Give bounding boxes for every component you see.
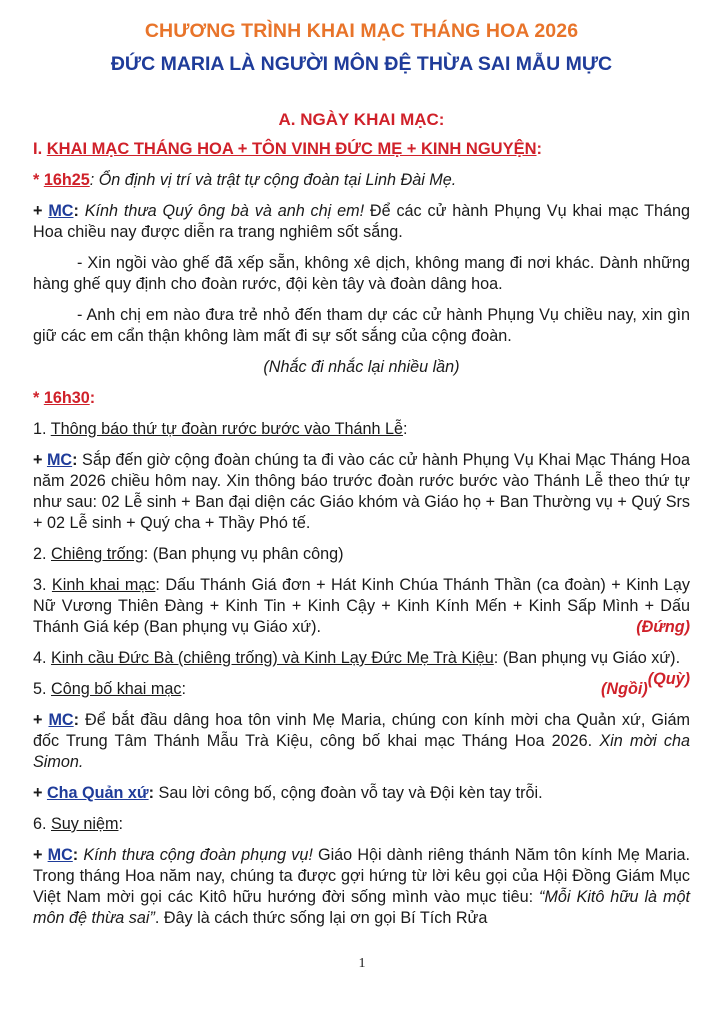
item-4: 4. Kinh cầu Đức Bà (chiêng trống) và Kinh Lạy Đức Mẹ Trà Kiệu: (Ban phụng vụ Giáo xứ). (Quỳ): [33, 649, 690, 688]
pastor-label: Cha Quản xứ: [46, 784, 149, 802]
time-1625: 16h25: [43, 171, 90, 189]
note-children: - Anh chị em nào đưa trẻ nhỏ đến tham dự các cử hành Phụng Vụ chiều nay, xin gìn giữ các em cẩn thận không làm mất đi sự sốt sắng của cộng đoàn.: [33, 306, 690, 345]
mc-paragraph-4: + MC: Kính thưa cộng đoàn phụng vụ! Giáo Hội dành riêng thánh Năm tôn kính Mẹ Maria. Trong tháng Hoa năm nay, chúng ta được gợi hứng từ lời kêu gọi của Hội Đồng Giám Mục Việt Nam mời gọi các Kitô hữu hướng đời sống mình vào mục tiêu: “Mỗi Kitô hữu là một môn đệ thừa sai”. Đây là cách thức sống lại ơn gọi Bí Tích Rửa: [33, 846, 691, 927]
mc-paragraph-2: + MC: Sắp đến giờ cộng đoàn chúng ta đi vào các cử hành Phụng Vụ Khai Mạc Tháng Hoa năm 2026 chiều hôm nay. Xin thông báo trước đoàn rước bước vào Thánh Lễ theo thứ tự như sau: 02 Lễ sinh + Ban đại diện các Giáo khóm và Giáo họ + Ban Thường vụ + Quý Srs + 02 Lễ sinh + Quý cha + Thầy Phó tế.: [33, 451, 690, 532]
pastor-line: + Cha Quản xứ: Sau lời công bố, cộng đoàn vỗ tay và Đội kèn tay trỗi.: [33, 784, 543, 802]
item-2: 2. Chiêng trống: (Ban phụng vụ phân công): [33, 545, 344, 563]
time-1630: 16h30: [43, 389, 90, 407]
document-page: [33, 14, 690, 929]
program-title: CHƯƠNG TRÌNH KHAI MẠC THÁNG HOA 2026: [144, 20, 579, 42]
item-3: 3. Kinh khai mạc: Dấu Thánh Giá đơn + Hát Kinh Chúa Thánh Thần (ca đoàn) + Kinh Lạy Nữ Vương Thiên Đàng + Kinh Tin + Kinh Cậy + Kinh Kính Mến + Kinh Sấp Mình + Dấu Thánh Giá kép (Ban phụng vụ Giáo xứ). (Đứng): [33, 576, 690, 636]
program-subtitle: ĐỨC MARIA LÀ NGƯỜI MÔN ĐỆ THỪA SAI MẪU MỰC: [110, 53, 613, 75]
section-a-heading: A. NGÀY KHAI MẠC:: [278, 110, 445, 129]
mc-paragraph-3: + MC: Để bắt đầu dâng hoa tôn vinh Mẹ Maria, chúng con kính mời cha Quản xứ, Giám đốc Trung Tâm Thánh Mẫu Trà Kiệu, công bố khai mạc Tháng Hoa 2026. Xin mời cha Simon.: [33, 711, 691, 771]
time-1625-line: * 16h25: Ổn định vị trí và trật tự cộng đoàn tại Linh Đài Mẹ.: [33, 171, 457, 189]
standing-mark: (Đứng): [636, 618, 690, 636]
time-1630-line: * 16h30:: [33, 389, 96, 407]
mc-label: MC: [48, 202, 74, 220]
note-seats: - Xin ngồi vào ghế đã xếp sẵn, không xê dịch, không mang đi nơi khác. Dành những hàng ghế quy định cho đoàn rước, đội kèn tây và đoàn dâng hoa.: [33, 254, 690, 293]
item-5: 5. Công bố khai mạc: (Ngồi): [33, 680, 648, 698]
page-number: 1: [358, 956, 366, 971]
mc-paragraph-1: + MC: Kính thưa Quý ông bà và anh chị em! Để các cử hành Phụng Vụ khai mạc Tháng Hoa chiều nay được diễn ra trang nghiêm sốt sắng.: [33, 202, 691, 241]
mc-label: MC: [48, 711, 74, 729]
item-6: 6. Suy niệm:: [33, 815, 123, 833]
mc-label: MC: [47, 846, 73, 864]
repeat-note: (Nhắc đi nhắc lại nhiều lần): [263, 358, 460, 376]
kneeling-mark: (Quỳ): [647, 670, 690, 688]
mc-label: MC: [46, 451, 73, 469]
item-1: 1. Thông báo thứ tự đoàn rước bước vào Thánh Lễ:: [33, 420, 408, 438]
sitting-mark: (Ngồi): [600, 680, 648, 698]
section-i-heading: I. KHAI MẠC THÁNG HOA + TÔN VINH ĐỨC MẸ + KINH NGUYỆN:: [33, 140, 543, 158]
